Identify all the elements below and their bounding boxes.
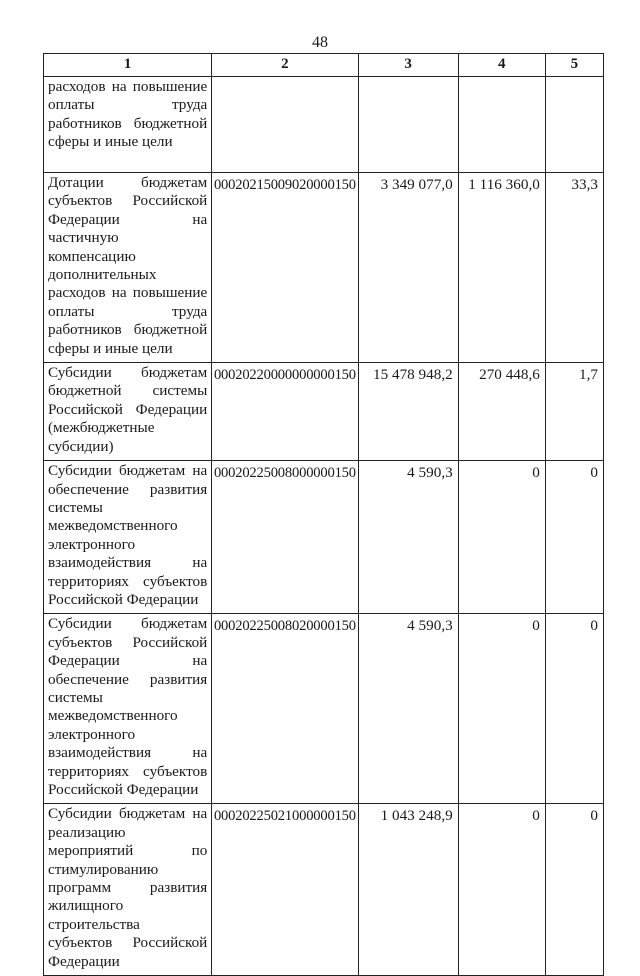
table-header-row [44,54,604,77]
row-description: Субсидии бюджетам на реализацию мероприятий по стимулированию программ развития жилищного строительства субъектов Российской Федерации [44,804,212,976]
row-plan: 1 043 248,9 [358,804,458,976]
column-header-2: 2 [212,54,358,77]
table-row [44,173,604,363]
row-percent: 1,7 [545,363,603,461]
page-number: 48 [312,34,328,51]
row-description: Дотации бюджетам субъектов Российской Федерации на частичную компенсацию дополнительных расходов на повышение оплаты труда работников бюджетной сферы и иные цели [44,173,212,363]
row-percent: 0 [545,804,603,976]
row-code: 00020225008000000150 [212,461,358,614]
row-code: 00020225021000000150 [212,804,358,976]
budget-table [43,53,604,976]
table-row [44,77,604,173]
row-description: Субсидии бюджетам субъектов Российской Федерации на обеспечение развития системы межведомственного электронного взаимодействия на территориях субъектов Российской Федерации [44,614,212,804]
column-header-1: 1 [44,54,212,77]
row-plan: 15 478 948,2 [358,363,458,461]
row-code: 00020215009020000150 [212,173,358,363]
row-executed: 270 448,6 [458,363,545,461]
table-row [44,363,604,461]
row-code [212,77,358,173]
table-row [44,804,604,976]
row-plan: 4 590,3 [358,461,458,614]
row-code: 00020225008020000150 [212,614,358,804]
row-description: Субсидии бюджетам на обеспечение развития системы межведомственного электронного взаимодействия на территориях субъектов Российской Федерации [44,461,212,614]
row-executed: 0 [458,804,545,976]
row-description: расходов на повышение оплаты труда работников бюджетной сферы и иные цели [44,77,212,173]
row-plan [358,77,458,173]
row-description: Субсидии бюджетам бюджетной системы Российской Федерации (межбюджетные субсидии) [44,363,212,461]
row-executed: 1 116 360,0 [458,173,545,363]
row-plan: 3 349 077,0 [358,173,458,363]
row-executed: 0 [458,461,545,614]
row-executed [458,77,545,173]
column-header-4: 4 [458,54,545,77]
row-percent: 0 [545,614,603,804]
row-executed: 0 [458,614,545,804]
row-percent [545,77,603,173]
row-plan: 4 590,3 [358,614,458,804]
row-code: 00020220000000000150 [212,363,358,461]
row-percent: 0 [545,461,603,614]
row-percent: 33,3 [545,173,603,363]
table-row [44,614,604,804]
column-header-5: 5 [545,54,603,77]
table-row [44,461,604,614]
column-header-3: 3 [358,54,458,77]
